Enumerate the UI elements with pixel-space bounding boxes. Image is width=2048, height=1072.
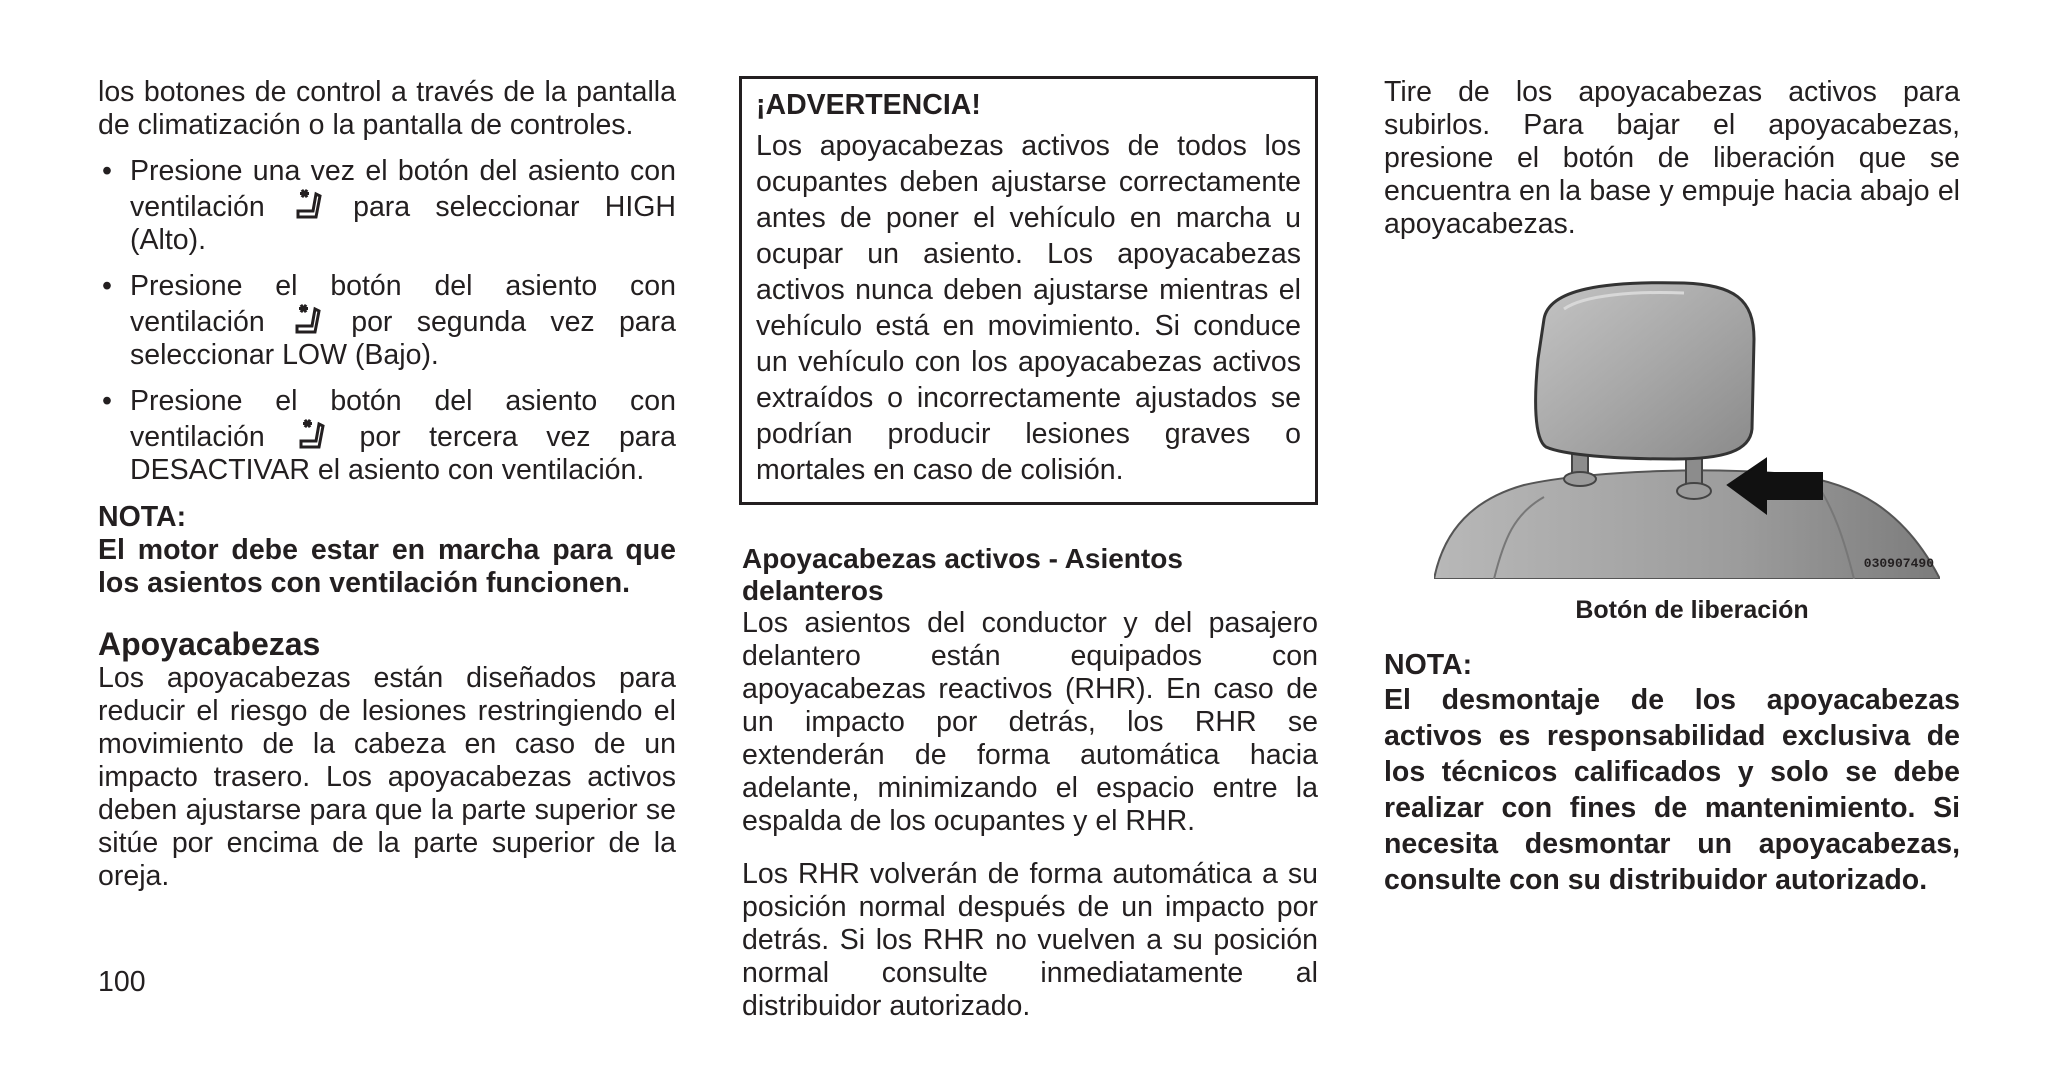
bullet-item: [98, 385, 676, 487]
bullet-dot: •: [102, 155, 112, 187]
figure-code: 030907490: [1863, 556, 1934, 571]
subsection-heading: Apoyacabezas activos - Asientos delanteros: [742, 543, 1183, 606]
bullet-dot: •: [102, 385, 112, 417]
section-heading: Apoyacabezas: [98, 626, 321, 662]
bullet-dot: •: [102, 270, 112, 302]
head-restraint-figure: [1434, 279, 1940, 579]
bullet-text-after: para seleccionar HIGH (Alto).: [130, 191, 676, 256]
bullet-text-before: Presione el botón del asiento con ventilación: [130, 385, 676, 453]
bullet-text-after: por segunda vez para seleccionar LOW (Bajo).: [130, 306, 676, 371]
bullet-item: [98, 155, 676, 257]
adjust-paragraph: Tire de los apoyacabezas activos para subirlos. Para bajar el apoyacabezas, presione el botón de liberación que se encuentra en la base y empuje hacia abajo el apoyacabezas.: [1384, 76, 1960, 240]
middle-column: [742, 76, 1318, 1023]
note-text: El desmontaje de los apoyacabezas activos es responsabilidad exclusiva de los técnicos calificados y solo se debe realizar con fines de mantenimiento. Si necesita desmontar un apoyacabezas, consulte con su distribuidor autorizado.: [1384, 684, 1960, 896]
warning-title: ¡ADVERTENCIA!: [756, 89, 981, 121]
warning-box: [739, 76, 1318, 505]
section-paragraph: Los apoyacabezas están diseñados para reducir el riesgo de lesiones restringiendo el movimiento de la cabeza en caso de un impacto trasero. Los apoyacabezas activos deben ajustarse para que la parte superior se sitúe por encima de la parte superior de la oreja.: [98, 662, 676, 892]
page-number: 100: [98, 966, 146, 998]
note-text: El motor debe estar en marcha para que los asientos con ventilación funcionen.: [98, 534, 676, 599]
right-column: [1384, 76, 1960, 898]
note-heading: NOTA:: [1384, 649, 1473, 681]
bullet-text-before: Presione una vez el botón del asiento con ventilación: [130, 155, 676, 223]
figure-caption: Botón de liberación: [1575, 596, 1809, 624]
bullet-item: [98, 270, 676, 372]
bullet-text-after: por tercera vez para DESACTIVAR el asiento con ventilación.: [130, 421, 676, 486]
ventilated-seat-icon: [294, 188, 324, 220]
rhr-return-paragraph: Los RHR volverán de forma automática a su posición normal después de un impacto por detrás. Si los RHR no vuelven a su posición normal consulte inmediatamente al distribuidor autorizado.: [742, 858, 1318, 1022]
ventilated-seat-icon: [293, 303, 323, 335]
warning-text: Los apoyacabezas activos de todos los ocupantes deben ajustarse correctamente antes de poner el vehículo en marcha u ocupar un asiento. Los apoyacabezas activos nunca deben ajustarse mientras el vehículo está en movimiento. Si conduce un vehículo con los apoyacabezas activos extraídos o incorrectamente ajustados se podrían producir lesiones graves o mortales en caso de colisión.: [756, 130, 1301, 486]
left-column: [98, 76, 676, 893]
head-restraint-illustration: [1434, 279, 1940, 579]
note-heading: NOTA:: [98, 501, 187, 533]
ventilated-seat-icon: [297, 418, 327, 450]
bullet-text-before: Presione el botón del asiento con ventilación: [130, 270, 676, 338]
rhr-paragraph: Los asientos del conductor y del pasajero delantero están equipados con apoyacabezas reactivos (RHR). En caso de un impacto por detrás, los RHR se extenderán de forma automática hacia adelante, minimizando el espacio entre la espalda de los ocupantes y el RHR.: [742, 607, 1318, 837]
intro-paragraph: los botones de control a través de la pantalla de climatización o la pantalla de controles.: [98, 76, 676, 141]
